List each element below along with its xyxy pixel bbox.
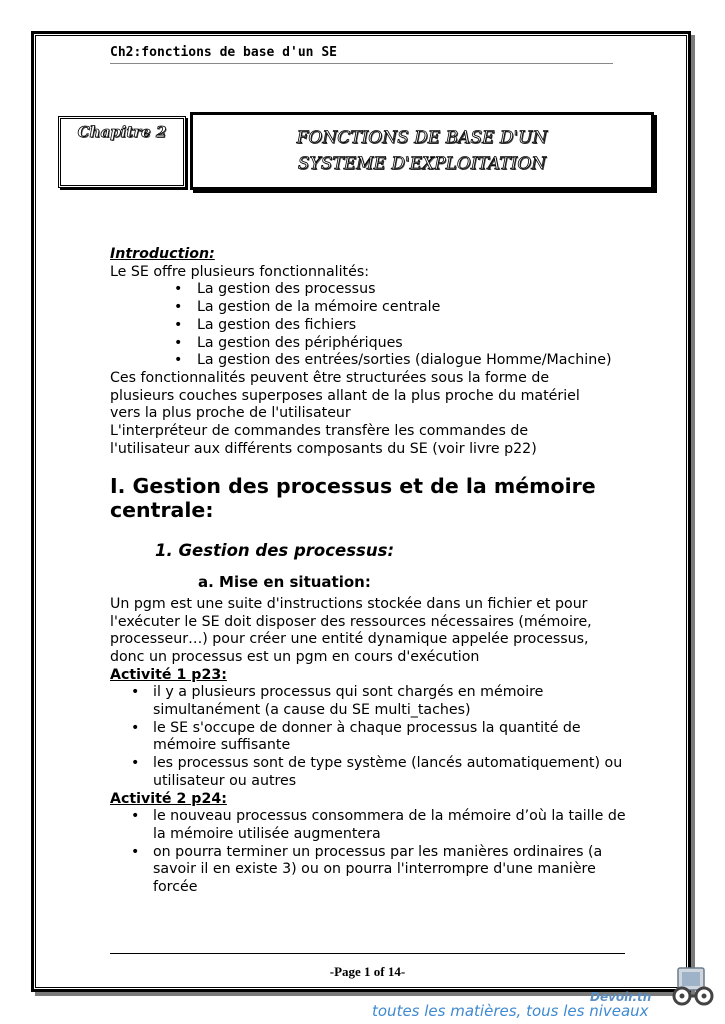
list-item: • on pourra terminer un processus par les manières ordinaires (a savoir il en existe 3) ou on pourra l'interrompre d'une manière forcée: [110, 844, 630, 897]
watermark-tagline: toutes les matières, tous les niveaux: [372, 1002, 649, 1020]
paragraph-line: Un pgm est une suite d'instructions stockée dans un fichier et pour: [110, 595, 588, 612]
intro-paragraph-line: L'interpréteur de commandes transfère les commandes de: [110, 423, 529, 440]
paragraph-line: donc un processus est un pgm en cours d'exécution: [110, 648, 480, 665]
list-item: • La gestion des périphériques: [110, 335, 630, 353]
document-body: [110, 246, 630, 897]
intro-paragraph-line: plusieurs couches superposes allant de la plus proche du matériel: [110, 387, 580, 404]
header-rule: [110, 63, 613, 64]
paragraph-line: processeur…) pour créer une entité dynamique appelée processus,: [110, 631, 589, 648]
list-item: • le nouveau processus consommera de la mémoire d’où la taille de la mémoire utilisée augmentera: [110, 808, 630, 843]
chapter-title-line-1: FONCTIONS DE BASE D'UN: [296, 128, 548, 148]
footer-rule: [110, 953, 625, 954]
intro-heading: Introduction:: [110, 246, 215, 262]
chapter-label: Chapitre 2: [77, 123, 167, 141]
running-header: Ch2:fonctions de base d'un SE: [110, 45, 337, 60]
list-item: • les processus sont de type système (lancés automatiquement) ou utilisateur ou autres: [110, 755, 630, 790]
section-heading-line-1: I. Gestion des processus et de la mémoire: [110, 474, 596, 499]
section-heading: [110, 474, 630, 522]
list-item: • La gestion de la mémoire centrale: [110, 299, 630, 317]
activity-2-heading: Activité 2 p24:: [110, 790, 227, 807]
activity-1-list: [110, 684, 630, 790]
watermark-brand: Devoir.tn: [590, 990, 652, 1004]
intro-lead: Le SE offre plusieurs fonctionnalités:: [110, 263, 369, 280]
section-heading-line-2: centrale:: [110, 498, 214, 523]
list-item: • La gestion des entrées/sorties (dialogue Homme/Machine): [110, 352, 630, 370]
subsection-heading: 1. Gestion des processus:: [155, 541, 395, 561]
situation-paragraph: [110, 596, 630, 667]
paragraph-line: l'exécuter le SE doit disposer des ressources nécessaires (mémoire,: [110, 613, 592, 630]
chapter-title-box: [190, 112, 654, 190]
intro-paragraph-line: vers la plus proche de l'utilisateur: [110, 405, 351, 422]
list-item: • il y a plusieurs processus qui sont chargés en mémoire simultanément (a cause du SE multi_taches): [110, 684, 630, 719]
intro-paragraph-line: Ces fonctionnalités peuvent être structurées sous la forme de: [110, 369, 550, 386]
list-item: • La gestion des fichiers: [110, 317, 630, 335]
activity-1-heading: Activité 1 p23:: [110, 666, 227, 683]
list-item: • La gestion des processus: [110, 281, 630, 299]
intro-paragraph-line: l'utilisateur aux différents composants du SE (voir livre p22): [110, 440, 537, 457]
chapter-title-line-2: SYSTEME D'EXPLOITATION: [297, 154, 547, 174]
list-item: • le SE s'occupe de donner à chaque processus la quantité de mémoire suffisante: [110, 720, 630, 755]
watermark-logo-icon: [668, 964, 720, 1008]
page-number: -Page 1 of 14-: [329, 964, 406, 979]
activity-2-list: [110, 808, 630, 897]
subsubsection-heading: a. Mise en situation:: [198, 573, 371, 592]
chapter-number-box: [58, 116, 186, 188]
intro-feature-list: [110, 281, 630, 370]
